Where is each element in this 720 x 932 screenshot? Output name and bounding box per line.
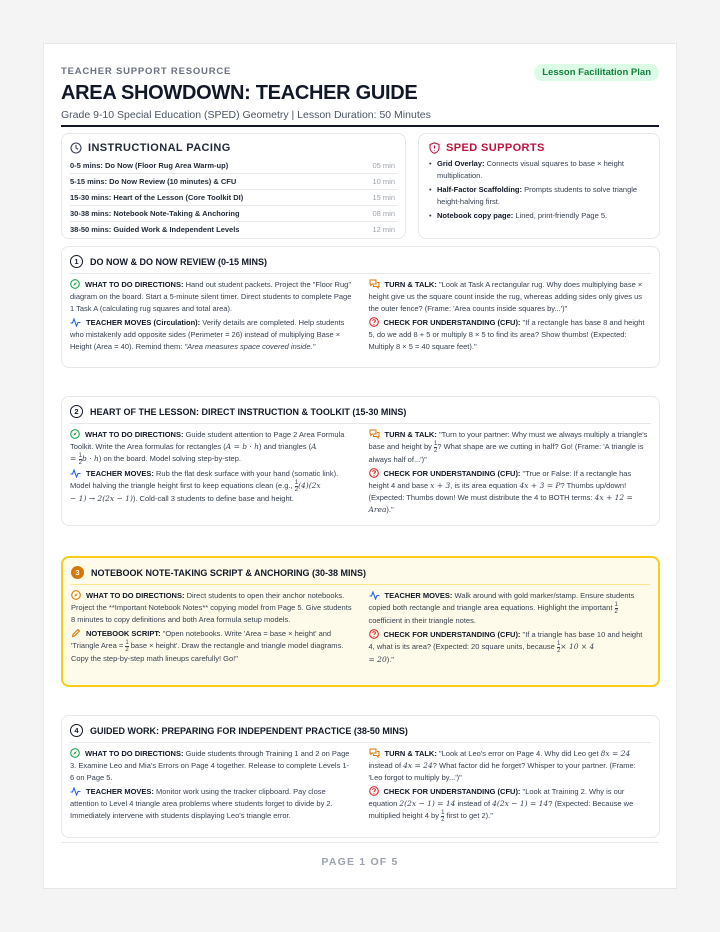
plan-badge: Lesson Facilitation Plan [534, 64, 659, 81]
moves-paragraph [70, 468, 353, 505]
help-circle-icon [369, 468, 379, 478]
moves-label: TEACHER MOVES: [384, 591, 453, 600]
half-fraction: $\frac{1}{2}$ [433, 441, 438, 454]
section-heading [70, 405, 651, 424]
directions-label: WHAT TO DO DIRECTIONS: [86, 591, 185, 600]
help-circle-icon [369, 786, 379, 796]
pacing-row [70, 174, 397, 190]
section-heading [71, 566, 650, 585]
sped-item [429, 158, 649, 181]
activity-icon [70, 318, 81, 327]
section-heading [70, 255, 651, 274]
compass-icon [70, 748, 80, 758]
sped-text: Lined, print-friendly Page 5. [515, 211, 608, 220]
talk-label: TURN & TALK: [384, 430, 437, 439]
pacing-duration: 15 min [372, 193, 395, 202]
page-title: AREA SHOWDOWN: TEACHER GUIDE [61, 82, 418, 104]
chat-icon [369, 279, 380, 289]
pacing-label: 30-38 mins: Notebook Note-Taking & Anchoring [70, 209, 240, 218]
cfu-paragraph [369, 786, 652, 823]
section-heart-of-lesson [61, 396, 660, 526]
cfu-paragraph [369, 629, 651, 666]
shield-icon [429, 142, 440, 154]
moves-label: TEACHER MOVES: [86, 787, 154, 796]
kicker: TEACHER SUPPORT RESOURCE [61, 66, 232, 77]
directions-paragraph [71, 590, 353, 626]
directions-label: WHAT TO DO DIRECTIONS: [85, 430, 184, 439]
talk-paragraph [369, 429, 652, 466]
pacing-label: 0-5 mins: Do Now (Floor Rug Area Warm-up) [70, 161, 229, 170]
activity-icon [70, 469, 81, 478]
half-fraction: $\frac{1}{2}$ [294, 480, 299, 493]
pacing-heading-text: INSTRUCTIONAL PACING [88, 142, 231, 154]
sped-term: Half-Factor Scaffolding: [437, 185, 523, 194]
cfu-text: ? (Expected: Because we multiplied height 4 by [368, 799, 634, 820]
pacing-duration: 05 min [372, 161, 395, 170]
math-formula: b · h [82, 454, 99, 463]
half-fraction: $\frac{1}{2}$ [614, 602, 618, 615]
pacing-label: 15-30 mins: Heart of the Lesson (Core Toolkit DI) [70, 193, 244, 202]
math-formula: × 10 × 4 [560, 642, 595, 651]
cfu-paragraph [369, 317, 652, 353]
moves-text: coefficient in their triangle notes. [368, 616, 476, 625]
section-number: 2 [70, 405, 83, 418]
math-formula: = 20 [368, 655, 387, 664]
sped-text: Prompts students to solve triangle height-halving first. [437, 185, 638, 206]
math-formula: 8x = 24 [600, 749, 631, 758]
directions-text: Guide student attention to Page 2 Area Formula Toolkit. Write the Area formulas for rectangles ( [70, 430, 345, 451]
moves-text: Monitor work using the tracker clipboard. Pay close attention to Level 4 triangle area problems where students forget to divide by 2. Immediately intervene with students displaying Leo's triangle error. [70, 787, 333, 820]
moves-quote: "Area measures space covered inside." [184, 342, 316, 351]
math-formula: 4(2x − 1) = 14 [492, 799, 549, 808]
compass-icon [70, 279, 80, 289]
directions-text: Hand out student packets. Project the "Floor Rug" diagram on the board. Start a 5-minute silent timer. Direct students to complete Page 1 Task A (calculating rug squares and total area). [70, 280, 352, 313]
pacing-row [70, 206, 397, 222]
pacing-label: 38-50 mins: Guided Work & Independent Levels [70, 225, 240, 234]
moves-paragraph [70, 786, 353, 822]
header-rule [61, 125, 659, 127]
talk-label: TURN & TALK: [384, 280, 437, 289]
cfu-text: "If a triangle has base 10 and height 4, what is its area? (Expected: 20 square units, because [368, 630, 643, 651]
pacing-card [61, 133, 406, 239]
pacing-row [70, 158, 397, 174]
page-number: PAGE 1 OF 5 [321, 856, 399, 868]
pacing-label: 5-15 mins: Do Now Review (10 minutes) & CFU [70, 177, 237, 186]
cfu-text: instead of [457, 799, 491, 808]
sped-text: Connects visual squares to base × height multiplication. [437, 159, 625, 180]
clock-icon [70, 142, 82, 154]
section-title: HEART OF THE LESSON: DIRECT INSTRUCTION & TOOLKIT (15-30 MINS) [90, 406, 407, 417]
help-circle-icon [369, 317, 379, 327]
section-title: DO NOW & DO NOW REVIEW (0-15 MINS) [90, 256, 268, 267]
cfu-text: "Look at Training 2. Why is our equation [368, 787, 625, 808]
sped-item [429, 184, 649, 207]
cfu-text: )." [386, 505, 394, 514]
cfu-paragraph [369, 468, 652, 516]
math-formula: 4x = 24 [403, 761, 433, 770]
activity-icon [369, 591, 380, 600]
pacing-duration: 08 min [372, 209, 395, 218]
cfu-text: , is its area equation [450, 481, 518, 490]
section-number: 3 [71, 566, 84, 579]
section-do-now [61, 246, 660, 368]
sped-card [418, 133, 660, 239]
talk-text: instead of [368, 761, 402, 770]
math-formula: = [70, 454, 79, 463]
talk-text: "Look at Leo's error on Page 4. Why did Leo get [438, 749, 599, 758]
activity-icon [70, 787, 81, 796]
half-fraction: $\frac{1}{2}$ [125, 640, 129, 653]
pacing-row [70, 222, 397, 237]
compass-icon [71, 590, 81, 600]
compass-icon [70, 429, 80, 439]
section-number: 4 [70, 724, 83, 737]
half-fraction: $\frac{1}{2}$ [441, 810, 445, 823]
cfu-text: ? Thumbs up/down! (Expected: Thumbs down! We must distribute the 4 to BOTH terms: [368, 481, 627, 502]
section-title: GUIDED WORK: PREPARING FOR INDEPENDENT PRACTICE (38-50 MINS) [90, 725, 408, 736]
moves-text: ). Cold-call 3 students to define base and height. [132, 494, 294, 503]
page [43, 43, 677, 889]
math-formula: 4x + 3 = P [519, 481, 561, 490]
moves-text: Verify details are completed. Help students who mistakenly add opposite sides (Perimeter = 26) instead of multiplying Base × Height (Area = 40). Remind them: [70, 318, 345, 351]
pacing-duration: 12 min [372, 225, 395, 234]
cfu-text: "True or False: If a rectangle has height 4 and base [368, 469, 632, 490]
talk-text: ? What factor did he forget? Whisper to your partner. (Frame: 'Leo forgot to multiply by...')" [368, 761, 636, 782]
cfu-label: CHECK FOR UNDERSTANDING (CFU): [383, 469, 521, 478]
sped-heading-text: SPED SUPPORTS [446, 142, 545, 154]
script-label: NOTEBOOK SCRIPT: [86, 629, 161, 638]
pencil-icon [71, 628, 81, 638]
talk-text: "Look at Task A rectangular rug. Why does multiplying base × height give us the square count inside the rug, whereas adding sides only gives us the outer fence? (Frame: 'Area counts inside squares by...')" [368, 280, 643, 313]
section-notebook-notes [61, 556, 660, 687]
directions-paragraph [70, 429, 353, 466]
script-text: base × height'. Draw the rectangle and triangle model diagrams. Copy the step-by-step math lineups carefully! Go!" [71, 641, 344, 663]
math-formula: 2(2x − 1) = 14 [399, 799, 456, 808]
footer-rule [61, 842, 659, 843]
sped-term: Grid Overlay: [437, 159, 485, 168]
directions-paragraph [70, 279, 353, 315]
math-formula: x + 3 [430, 481, 451, 490]
sped-term: Notebook copy page: [437, 211, 514, 220]
moves-label: TEACHER MOVES: [86, 469, 154, 478]
section-guided-work [61, 715, 660, 838]
script-text: "Open notebooks. Write 'Area = base × height' and 'Triangle Area = [71, 629, 332, 650]
pacing-duration: 10 min [372, 177, 395, 186]
sped-item [429, 210, 649, 222]
chat-icon [369, 748, 380, 758]
moves-text: Rub the flat desk surface with your hand (somatic link). Model halving the triangle height first to keep equations clean (e.g., [70, 469, 339, 490]
cfu-label: CHECK FOR UNDERSTANDING (CFU): [383, 787, 521, 796]
math-formula: A = b · h [225, 442, 260, 451]
directions-text: ) on the board. Model solving step-by-step. [98, 454, 241, 463]
directions-text: Direct students to open their anchor notebooks. Project the **Important Notebook Notes** copying model from Page 5. Give students 8 minutes to copy definitions and both Area formula setup models. [71, 591, 352, 624]
pacing-heading [70, 142, 397, 154]
math-formula: 4x + 12 = Area [368, 493, 633, 514]
talk-text: ? What shape are we cutting in half? Go! (Frame: 'A triangle is always half of...')" [368, 442, 644, 464]
half-fraction: $\frac{1}{2}$ [556, 641, 561, 654]
directions-text: Guide students through Training 1 and 2 on Page 3. Examine Leo and Mia's Errors on Page 4 together. Release to complete Levels 1-6 on Page 5. [70, 749, 350, 782]
cfu-text: "If a rectangle has base 8 and height 5, do we add 8 + 5 or multiply 8 × 5 to find its area? Show thumbs! (Expected: Multiply 8 × 5 = 40 square feet)." [368, 318, 645, 351]
directions-label: WHAT TO DO DIRECTIONS: [85, 280, 184, 289]
moves-text: Walk around with gold marker/stamp. Ensure students copied both rectangle and triangle area equations. Highlight the important [368, 591, 635, 612]
section-title: NOTEBOOK NOTE-TAKING SCRIPT & ANCHORING (30-38 MINS) [91, 567, 367, 578]
directions-label: WHAT TO DO DIRECTIONS: [85, 749, 184, 758]
moves-paragraph [369, 590, 651, 627]
pacing-list [70, 158, 397, 237]
talk-text: "Turn to your partner: Why must we always multiply a triangle's base and height by [368, 430, 648, 451]
moves-label: TEACHER MOVES (Circulation): [86, 318, 201, 327]
math-formula: (4)(2x [298, 481, 321, 490]
moves-paragraph [70, 317, 353, 353]
cfu-text: )." [386, 655, 394, 664]
section-number: 1 [70, 255, 83, 268]
math-formula: − 1) → 2(2x − 1) [70, 494, 133, 503]
pacing-row [70, 190, 397, 206]
directions-paragraph [70, 748, 353, 784]
cfu-label: CHECK FOR UNDERSTANDING (CFU): [383, 318, 521, 327]
talk-paragraph [369, 279, 652, 315]
cfu-text: first to get 2)." [446, 811, 493, 820]
talk-paragraph [369, 748, 652, 784]
directions-text: ) and triangles ( [259, 442, 312, 451]
half-fraction: $\frac{1}{2}$ [78, 453, 83, 466]
section-heading [70, 724, 651, 743]
talk-label: TURN & TALK: [384, 749, 437, 758]
math-formula: A [311, 442, 317, 451]
header-top [61, 64, 659, 80]
script-paragraph [71, 628, 353, 665]
page-subtitle: Grade 9-10 Special Education (SPED) Geometry | Lesson Duration: 50 Minutes [61, 109, 431, 121]
sped-list [429, 158, 649, 222]
sped-heading [429, 142, 649, 154]
cfu-label: CHECK FOR UNDERSTANDING (CFU): [383, 630, 521, 639]
chat-icon [369, 429, 380, 439]
help-circle-icon [369, 629, 379, 639]
